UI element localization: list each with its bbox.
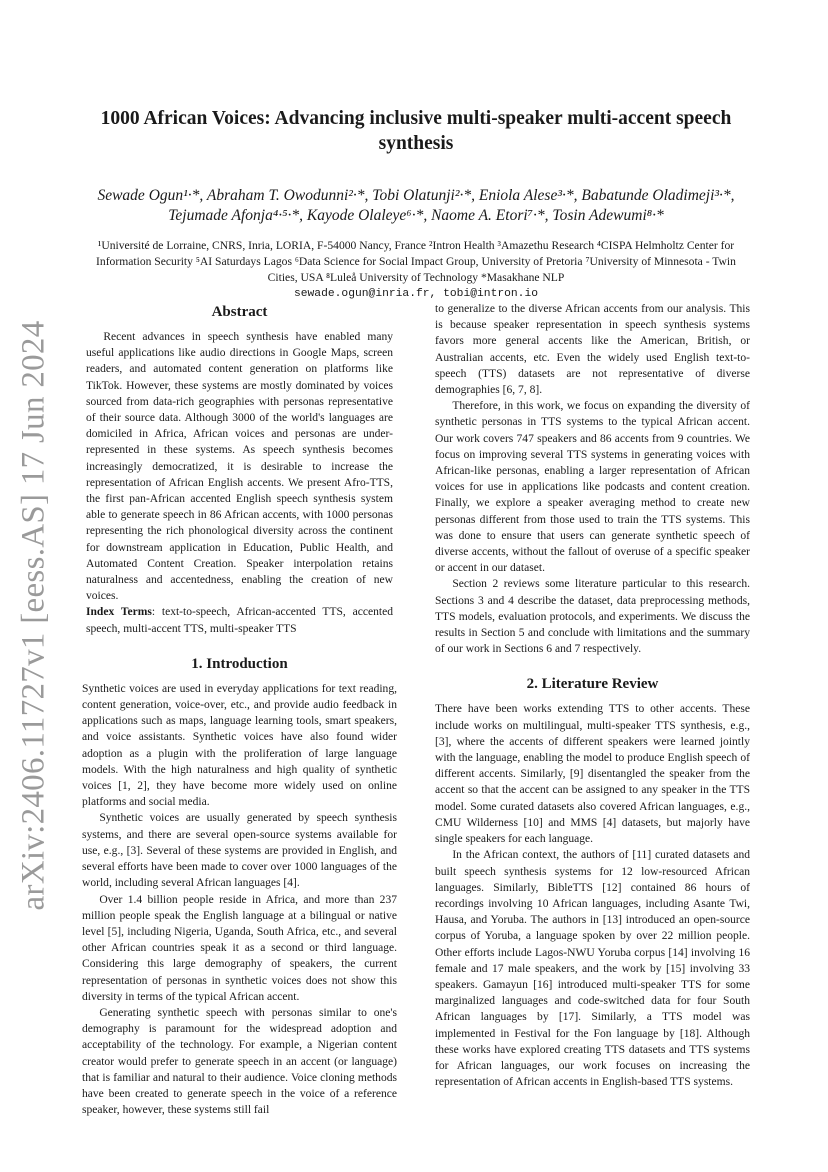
paragraph: Therefore, in this work, we focus on expanding the diversity of synthetic personas in TTS systems to the typical African accent. Our work covers 747 speakers and 86 accents from 9 countries. We focus on improving several TTS systems in generating voices with African-like personas, enabling a larger representation of African voices for use in applications like podcasts and content creation. Finally, we explore a speaker averaging method to create new personas different from those used to train the TTS systems. This was done to ensure that users can generate synthetic speech of diverse accents, without the fallout of overuse of a specific speaker or accent in our dataset. <box>435 400 750 575</box>
index-terms-label: Index Terms <box>86 606 152 619</box>
section-heading-introduction: 1. Introduction <box>191 655 288 672</box>
paper-title: 1000 African Voices: Advancing inclusive multi-speaker multi-accent speech synthesis <box>100 108 732 154</box>
paragraph: Synthetic voices are usually generated by speech synthesis systems, and there are several open-source systems available for use, e.g., [3]. Several of these systems are provided in English, and several efforts have been made to cover over 1000 languages of the world, including several African languages [4]. <box>82 812 397 890</box>
contact-emails: sewade.ogun@inria.fr, tobi@intron.io <box>293 288 539 300</box>
author-list: Sewade Ogun¹·*, Abraham T. Owodunni²·*, Tobi Olatunji²·*, Eniola Alese³·*, Babatunde Oladimeji³·*, Tejumade Afonja⁴·⁵·*, Kayode Olaleye⁶·*, Naome A. Etori⁷·*, Tosin Adewumi⁸·* <box>97 187 735 224</box>
right-column <box>435 301 750 1090</box>
section-heading-literature-review: 2. Literature Review <box>526 676 659 693</box>
left-column <box>82 301 397 1118</box>
abstract-heading: Abstract <box>211 304 268 320</box>
affiliations: ¹Université de Lorraine, CNRS, Inria, LORIA, F-54000 Nancy, France ²Intron Health ³Amazethu Research ⁴CISPA Helmholtz Center for Information Security ⁵AI Saturdays Lagos ⁶Data Science for Social Impact Group, University of Pretoria ⁷University of Minnesota - Twin Cities, USA ⁸Luleå University of Technology *Masakhane NLP <box>96 239 736 284</box>
arxiv-id-text: arXiv:2406.11727v1 [eess.AS] 17 Jun 2024 <box>15 319 52 911</box>
arxiv-stamp <box>8 319 60 911</box>
abstract-section <box>82 301 397 637</box>
paragraph: Section 2 reviews some literature particular to this research. Sections 3 and 4 describe the dataset, data preprocessing methods, TTS models, evaluation protocols, and experiments. We discuss the results in Section 5 and conclude with limitations and the summary of our work in Sections 6 and 7 respectively. <box>435 578 750 656</box>
index-terms-text: : text-to-speech, African-accented TTS, accented speech, multi-accent TTS, multi-speaker TTS <box>86 606 393 635</box>
paragraph: to generalize to the diverse African accents from our analysis. This is because speaker representation in speech synthesis systems favors more general accents like the American, British, or Australian accents, etc. Even the widely used English text-to-speech (TTS) datasets are not representative of diverse demographies [6, 7, 8]. <box>435 303 750 397</box>
paragraph: There have been works extending TTS to other accents. These include works on multilingual, multi-speaker TTS synthesis, e.g., [3], where the accents of different speakers were learned jointly with the language, enabling the model to produce English speech of different accents. Similarly, [9] disentangled the speaker from the accent so that the accent can be assigned to any speaker in the TTS model. Some curated datasets also covered African languages, e.g., CMU Wilderness [10] and MMS [4] datasets, but majorly have single speakers for each language. <box>435 703 750 846</box>
paragraph: Over 1.4 billion people reside in Africa, and more than 237 million people speak the English language at a bilingual or native level [5], including Nigeria, Uganda, South Africa, etc., and several other African countries speak it as a second or third language. Considering this large demography of speakers, the current representation of personas in synthetic voices does not show this diversity in terms of the typical African accent. <box>82 893 397 1003</box>
paragraph: Synthetic voices are used in everyday applications for text reading, content generation, voice-over, etc., and provide audio feedback in applications such as maps, language learning tools, smart speakers, and voice assistants. Synthetic voices have also found wider adoption as a plugin with the proliferation of large language models. With the high naturalness and high quality of synthetic voices [1, 2], they have become more widely used on online platforms and social media. <box>82 682 397 809</box>
paragraph: In the African context, the authors of [11] curated datasets and built speech synthesis systems for 12 low-resourced African languages. Similarly, BibleTTS [12] contained 86 hours of recordings involving 10 African languages, including Asante Twi, Hausa, and Yoruba. The authors in [13] introduced an open-source corpus of Yoruba, a language spoken by over 22 million people. Other efforts include Lagos-NWU Yoruba corpus [14] involving 16 female and 17 male speakers, and the work by [15] involving 33 speakers. Gamayun [16] introduced multi-speaker TTS for some marginalized languages and code-switched data for four South African languages by [17]. Similarly, a TTS model was implemented in Festival for the Fon language by [18]. Although these works have explored creating TTS datasets and TTS systems for African languages, our work focuses on increasing the representation of African accents in English-based TTS systems. <box>435 849 750 1089</box>
index-terms <box>82 604 397 636</box>
abstract-text: Recent advances in speech synthesis have enabled many useful applications like audio directions in Google Maps, screen readers, and automated content generation on platforms like TikTok. However, these systems are mostly dominated by voices sourced from data-rich geographies with personas representative of their source data. Although 3000 of the world's languages are domiciled in Africa, African voices and personas are under-represented in these systems. As speech synthesis becomes increasingly democratized, it is desirable to increase the representation of African English accents. We present Afro-TTS, the first pan-African accented English speech synthesis system able to generate speech in 86 African accents, with 1000 personas representing the rich phonological diversity across the continent for downstream application in Education, Public Health, and Automated Content Creation. Speaker interpolation retains naturalness and accentedness, enabling the creation of new voices. <box>86 331 393 603</box>
paragraph: Generating synthetic speech with personas similar to one's demography is paramount for the widespread adoption and acceptability of the technology. For example, a Nigerian content creator would prefer to generate speech in an accent (or language) that is familiar and natural to their audience. Voice cloning methods have been created to generate speech in the voice of a reference speaker, however, these systems still fail <box>82 1006 397 1117</box>
